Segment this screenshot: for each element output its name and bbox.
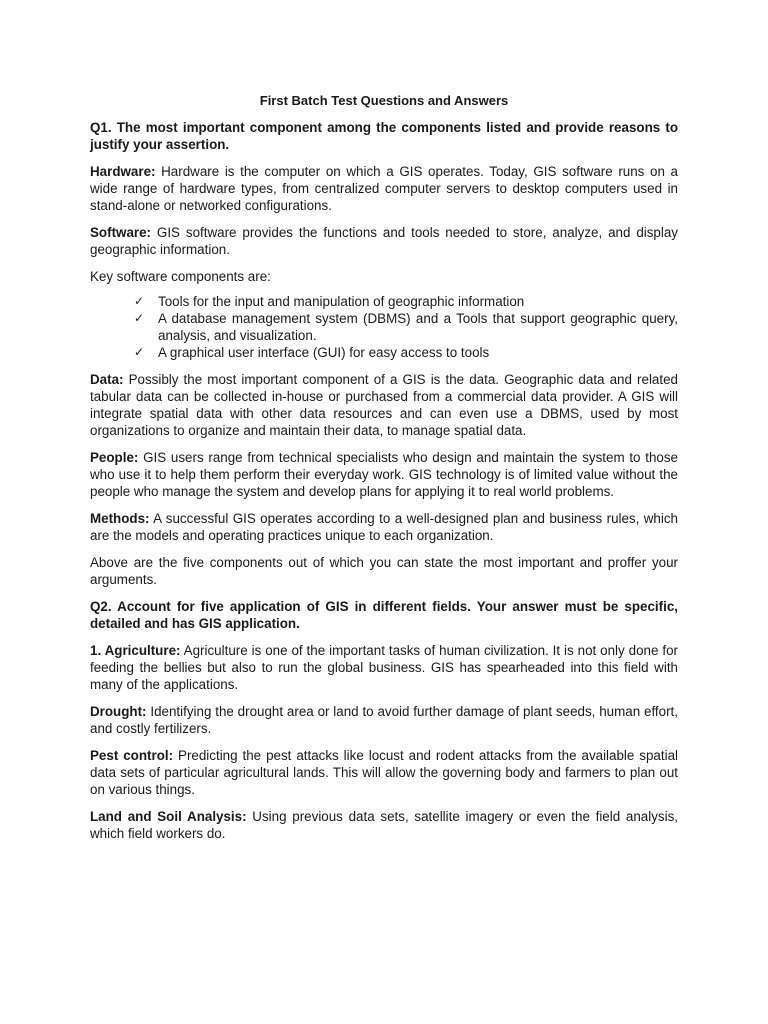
list-item (134, 310, 678, 344)
people-paragraph (90, 449, 678, 500)
agriculture-label: 1. Agriculture: (90, 643, 181, 658)
list-item-text: A graphical user interface (GUI) for easy access to tools (158, 345, 490, 360)
key-components-intro: Key software components are: (90, 269, 271, 284)
land-soil-paragraph (90, 808, 678, 842)
people-text: GIS users range from technical specialists who design and maintain the system to those who use it to help them perform their everyday work. GIS technology is of limited value without the people who manage the system and develop plans for applying it to real world problems. (90, 450, 678, 499)
pest-control-paragraph (90, 747, 678, 798)
software-label: Software: (90, 225, 152, 240)
methods-text: A successful GIS operates according to a well-designed plan and business rules, which are the models and operating practices unique to each organization. (90, 511, 678, 543)
list-item-text: A database management system (DBMS) and a Tools that support geographic query, analysis, and visualization. (158, 311, 678, 343)
software-paragraph (90, 224, 678, 258)
pest-control-text: Predicting the pest attacks like locust and rodent attacks from the available spatial data sets of particular agricultural lands. This will allow the governing body and farmers to plan out on various things. (90, 748, 678, 797)
drought-text: Identifying the drought area or land to avoid further damage of plant seeds, human effort, and costly fertilizers. (90, 704, 678, 736)
data-paragraph (90, 371, 678, 439)
data-text: Possibly the most important component of a GIS is the data. Geographic data and related tabular data can be collected in-house or purchased from a commercial data provider. A GIS will integrate spatial data with other data resources and can even use a DBMS, used by most organizations to organize and maintain their data, to manage spatial data. (90, 372, 678, 438)
hardware-paragraph (90, 163, 678, 214)
list-item (134, 344, 678, 361)
pest-control-label: Pest control: (90, 748, 174, 763)
page-title: First Batch Test Questions and Answers (259, 93, 509, 108)
drought-paragraph (90, 703, 678, 737)
checkmark-icon: ✓ (134, 345, 145, 359)
data-label: Data: (90, 372, 124, 387)
software-text: GIS software provides the functions and tools needed to store, analyze, and display geographic information. (90, 225, 678, 257)
question-1-heading: Q1. The most important component among the components listed and provide reasons to justify your assertion. (90, 120, 678, 152)
hardware-label: Hardware: (90, 164, 156, 179)
hardware-text: Hardware is the computer on which a GIS operates. Today, GIS software runs on a wide range of hardware types, from centralized computer servers to desktop computers used in stand-alone or networked configurations. (90, 164, 678, 213)
checkmark-icon: ✓ (134, 311, 145, 325)
methods-label: Methods: (90, 511, 150, 526)
land-soil-text: Using previous data sets, satellite imagery or even the field analysis, which field workers do. (90, 809, 679, 841)
question-2-heading: Q2. Account for five application of GIS in different fields. Your answer must be specific, detailed and has GIS application. (90, 599, 678, 631)
people-label: People: (90, 450, 139, 465)
checkmark-icon: ✓ (134, 294, 145, 308)
agriculture-paragraph (90, 642, 678, 693)
list-item-text: Tools for the input and manipulation of geographic information (158, 294, 525, 309)
drought-label: Drought: (90, 704, 147, 719)
summary-paragraph: Above are the five components out of which you can state the most important and proffer your arguments. (90, 555, 678, 587)
methods-paragraph (90, 510, 678, 544)
land-soil-label: Land and Soil Analysis: (90, 809, 247, 824)
key-components-list (90, 293, 678, 361)
list-item (134, 293, 678, 310)
agriculture-text: Agriculture is one of the important tasks of human civilization. It is not only done for feeding the bellies but also to run the global business. GIS has spearheaded into this field with many of the applications. (90, 643, 678, 692)
